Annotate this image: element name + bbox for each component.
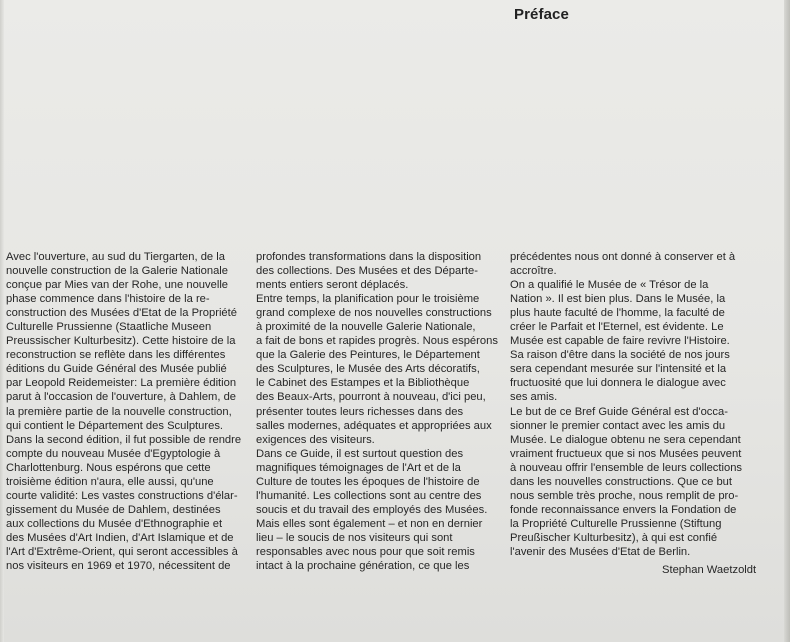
text-line: la première partie de la nouvelle construction, bbox=[6, 405, 232, 418]
text-line: Musée. Le dialogue obtenu ne sera cependant bbox=[510, 433, 741, 446]
text-line: Le but de ce Bref Guide Général est d'occa- bbox=[510, 405, 728, 418]
text-line: Nation ». Il est bien plus. Dans le Musée, la bbox=[510, 293, 726, 306]
text-line: magnifiques témoignages de l'Art et de la bbox=[256, 461, 461, 474]
text-line: intact à la prochaine génération, ce que les bbox=[256, 560, 470, 573]
text-line: fonde reconnaissance envers la Fondation de bbox=[510, 503, 737, 516]
text-line: Preussischer Kulturbesitz). Cette histoire de la bbox=[6, 335, 236, 348]
text-line: vraiment fructueux que si nos Musées peuvent bbox=[510, 447, 742, 460]
text-line: Sa raison d'être dans la société de nos jours bbox=[510, 349, 730, 362]
text-line: par Leopold Reidemeister: La première édition bbox=[6, 377, 237, 390]
text-line: lieu – le soucis de nos visiteurs qui sont bbox=[256, 531, 453, 544]
text-line: nouvelle construction de la Galerie Nationale bbox=[6, 265, 229, 278]
text-line: sionner le premier contact avec les amis du bbox=[510, 419, 726, 432]
text-line: parut à l'occasion de l'ouverture, à Dahlem, de bbox=[6, 391, 237, 404]
text-line: éditions du Guide Général des Musée publié bbox=[6, 363, 227, 376]
text-line: gissement du Musée de Dahlem, destinées bbox=[6, 503, 221, 516]
text-line: Avec l'ouverture, au sud du Tiergarten, de la bbox=[6, 251, 225, 263]
text-line: la Propriété Culturelle Prussienne (Stiftung bbox=[510, 517, 722, 530]
text-line: nos visiteurs en 1969 et 1970, nécessitent de bbox=[6, 560, 231, 573]
text-line: l'avenir des Musées d'Etat de Berlin. bbox=[510, 545, 691, 558]
text-line: Preußischer Kulturbesitz), à qui est confié bbox=[510, 531, 718, 544]
text-line: que la Galerie des Peintures, le Département bbox=[256, 349, 480, 362]
text-line: Entre temps, la planification pour le troisième bbox=[256, 293, 480, 306]
page-title: Préface bbox=[514, 6, 569, 23]
text-line: aux collections du Musée d'Ethnographie et bbox=[6, 517, 223, 530]
text-line: On a qualifié le Musée de « Trésor de la bbox=[510, 279, 709, 292]
text-line: créer le Parfait et l'Eternel, est évidente. Le bbox=[510, 321, 724, 334]
text-line: à proximité de la nouvelle Galerie Nationale, bbox=[256, 321, 476, 334]
spine-shadow bbox=[784, 0, 790, 642]
text-line: troisième édition n'aura, elle aussi, qu'une bbox=[6, 475, 214, 488]
text-line: des Beaux-Arts, pourront à nouveau, d'ici peu, bbox=[256, 391, 486, 404]
text-line: nous semble très proche, nous remplit de pro- bbox=[510, 489, 739, 502]
text-line: Dans la second édition, il fut possible de rendre bbox=[6, 433, 242, 446]
text-line: des Sculptures, le Musée des Arts décoratifs, bbox=[256, 363, 480, 376]
text-line: sera cependant mesurée sur l'intensité et la bbox=[510, 363, 727, 376]
text-line: profondes transformations dans la disposition bbox=[256, 251, 482, 263]
text-line: accroître. bbox=[510, 265, 557, 278]
text-line: Culture de toutes les époques de l'histoire de bbox=[256, 475, 480, 488]
text-line: Culturelle Prussienne (Staatliche Museen bbox=[6, 321, 212, 334]
text-line: exigences des visiteurs. bbox=[256, 433, 375, 446]
text-column-3 bbox=[510, 250, 742, 559]
text-line: présenter toutes leurs richesses dans des bbox=[256, 405, 464, 418]
text-line: Mais elles sont également – et non en dernier bbox=[256, 517, 483, 530]
text-line: fructuosité que lui donnera le dialogue avec bbox=[510, 377, 726, 390]
text-column-2 bbox=[256, 250, 498, 573]
text-line: qui contient le Département des Sculptures. bbox=[6, 419, 224, 432]
text-line: ses amis. bbox=[510, 391, 558, 404]
text-line: Musée est capable de faire revivre l'Histoire. bbox=[510, 335, 730, 348]
text-line: précédentes nous ont donné à conserver et à bbox=[510, 251, 736, 263]
text-line: compte du nouveau Musée d'Egyptologie à bbox=[6, 447, 221, 460]
text-line: Charlottenburg. Nous espérons que cette bbox=[6, 461, 211, 474]
text-line: Dans ce Guide, il est surtout question des bbox=[256, 447, 464, 460]
page-edge bbox=[0, 0, 4, 642]
text-line: des collections. Des Musées et des Départe- bbox=[256, 265, 478, 278]
signature: Stephan Waetzoldt bbox=[662, 564, 757, 576]
text-line: dans les nouvelles constructions. Que ce but bbox=[510, 475, 733, 488]
text-line: grand complexe de nos nouvelles constructions bbox=[256, 307, 492, 320]
text-column-1 bbox=[6, 250, 241, 573]
text-line: construction des Musées d'Etat de la Propriété bbox=[6, 307, 237, 320]
text-line: reconstruction se reflète dans les différentes bbox=[6, 349, 226, 362]
text-line: phase commence dans l'histoire de la re- bbox=[6, 293, 210, 306]
text-line: l'Art d'Extrême-Orient, qui seront accessibles à bbox=[6, 545, 238, 558]
text-line: des Musées d'Art Indien, d'Art Islamique et de bbox=[6, 531, 234, 544]
text-line: plus haute faculté de l'homme, la faculté de bbox=[510, 307, 725, 320]
text-line: ments entiers seront déplacés. bbox=[256, 279, 409, 292]
text-line: l'humanité. Les collections sont au centre des bbox=[256, 489, 482, 502]
text-line: à nouveau offrir l'ensemble de leurs collections bbox=[510, 461, 743, 474]
text-line: conçue par Mies van der Rohe, une nouvelle bbox=[6, 279, 229, 292]
text-line: soucis et du travail des employés des Musées. bbox=[256, 503, 488, 516]
text-line: a fait de bons et rapides progrès. Nous espérons bbox=[256, 335, 498, 348]
text-line: courte validité: Les vastes constructions d'élar- bbox=[6, 489, 238, 502]
text-line: responsables avec nous pour que soit remis bbox=[256, 545, 475, 558]
text-line: salles modernes, adéquates et appropriées aux bbox=[256, 419, 492, 432]
text-line: le Cabinet des Estampes et la Bibliothèque bbox=[256, 377, 470, 390]
